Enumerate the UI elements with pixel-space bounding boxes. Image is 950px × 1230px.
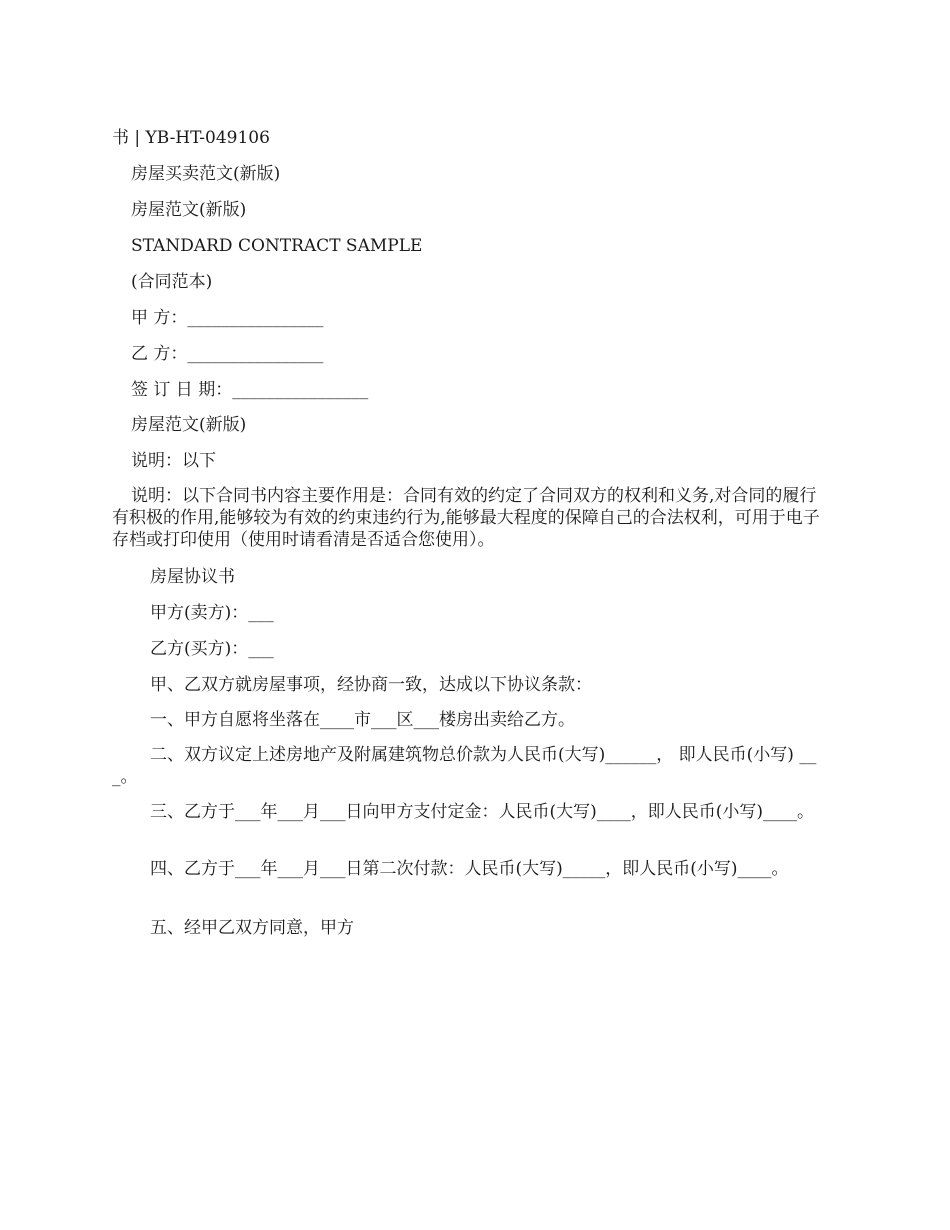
buyer-line: 乙方(买方)：___	[150, 639, 274, 659]
note-short: 说明：以下	[131, 451, 216, 471]
agreement-title: 房屋协议书	[150, 567, 235, 587]
note-paragraph: 说明：以下合同书内容主要作用是：合同有效的约定了合同双方的权利和义务,对合同的履行有积极的作用,能够较为有效的约束违约行为,能够最大程度的保障自己的合法权利，可用于电子存档或打印使用（使用时请看清是否适合您使用）。	[112, 486, 820, 550]
clause-4: 四、乙方于___年___月___日第二次付款：人民币(大写)_____，即人民币(小写)____。	[150, 859, 789, 879]
party-a-line: 甲 方：________________	[131, 308, 324, 328]
party-b-line: 乙 方：________________	[131, 344, 324, 364]
title-repeat: 房屋范文(新版)	[131, 415, 247, 435]
sign-date-line: 签 订 日 期：________________	[131, 380, 369, 400]
template-label: (合同范本)	[131, 272, 213, 292]
document-title: 房屋买卖范文(新版)	[131, 164, 281, 184]
clause-2: 二、双方议定上述房地产及附属建筑物总价款为人民币(大写)______， 即人民币(小写) ___。	[112, 745, 817, 787]
clause-5: 五、经甲乙双方同意，甲方	[150, 918, 354, 938]
header-code: 书 | YB-HT-049106	[112, 128, 270, 148]
seller-line: 甲方(卖方)：___	[150, 603, 274, 623]
intro-line: 甲、乙双方就房屋事项，经协商一致，达成以下协议条款：	[150, 675, 592, 695]
document-subtitle: 房屋范文(新版)	[131, 200, 247, 220]
english-title: STANDARD CONTRACT SAMPLE	[131, 236, 423, 256]
clause-1: 一、甲方自愿将坐落在____市___区___楼房出卖给乙方。	[150, 710, 575, 730]
clause-3: 三、乙方于___年___月___日向甲方支付定金：人民币(大写)____，即人民币(小写)____。	[150, 802, 815, 822]
